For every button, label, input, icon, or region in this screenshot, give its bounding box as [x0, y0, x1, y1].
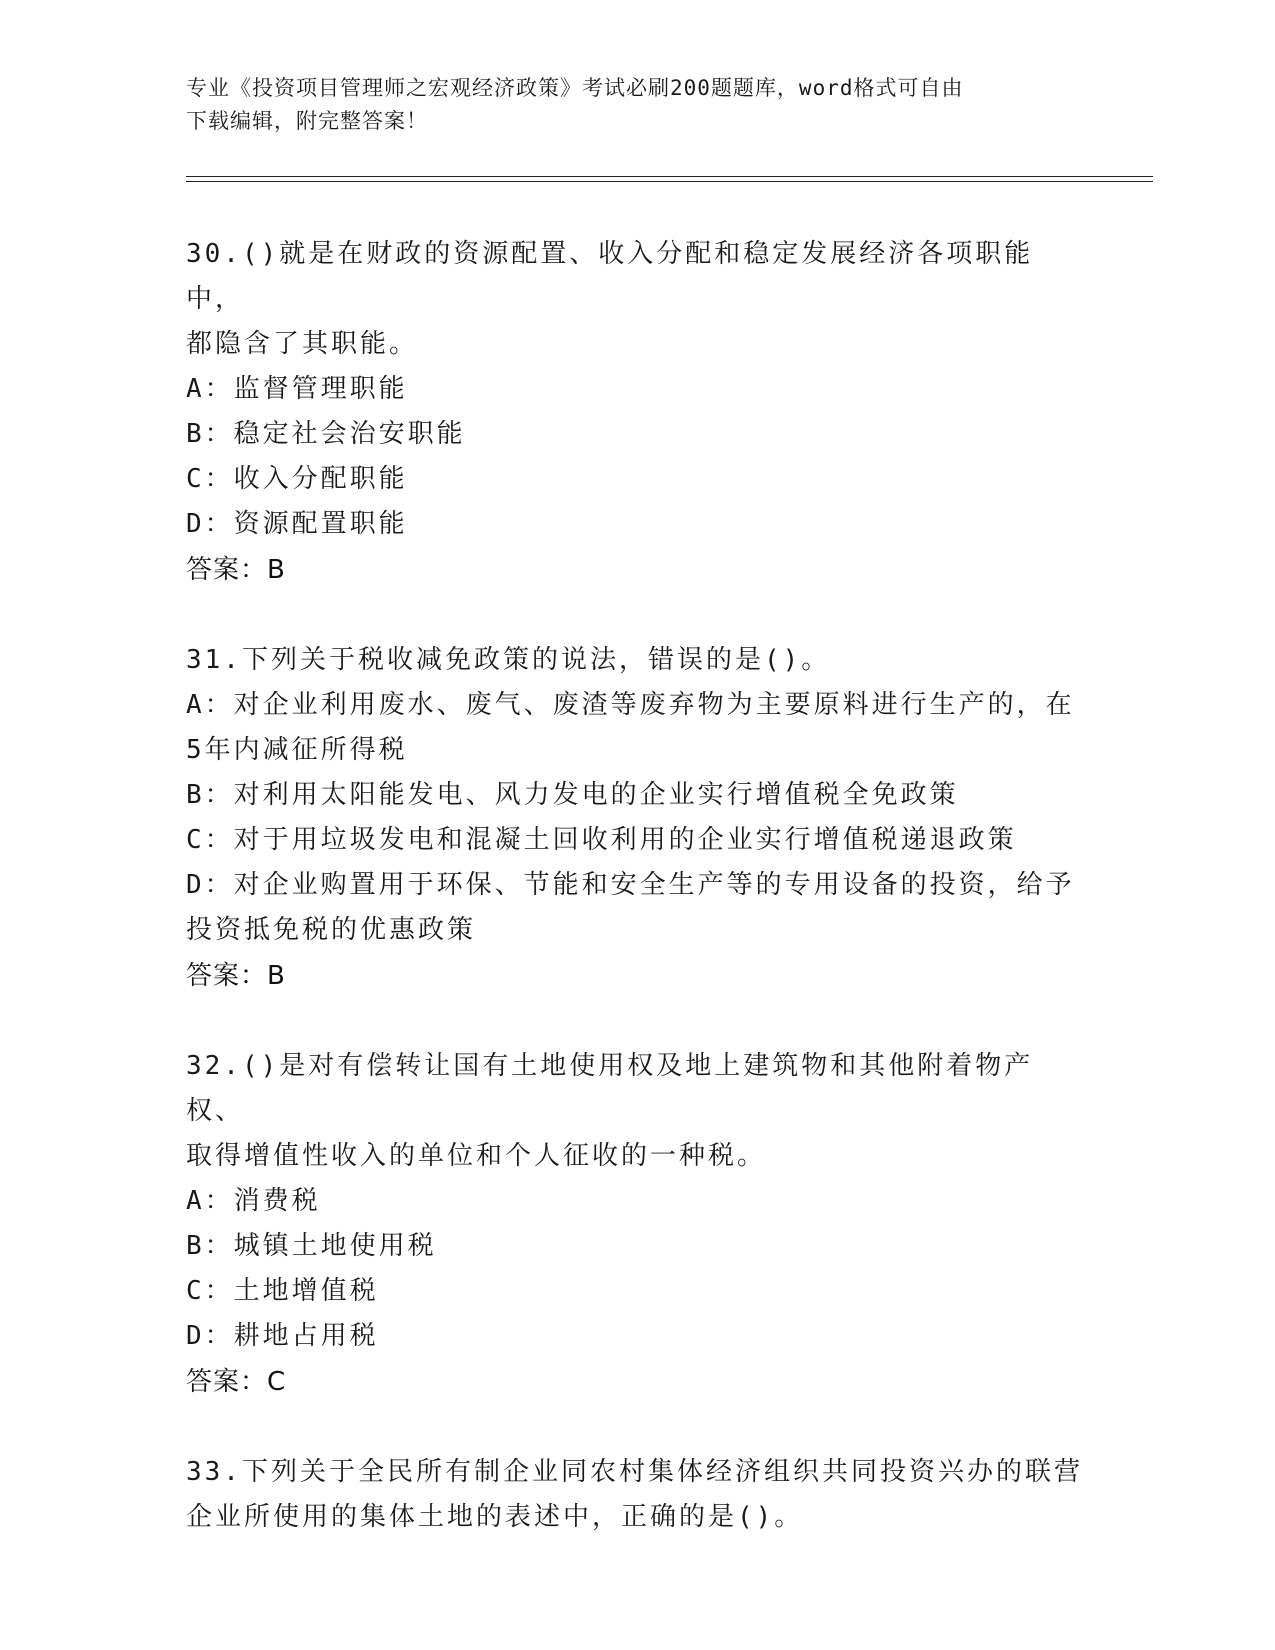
- option-line: 投资抵免税的优惠政策: [186, 915, 477, 945]
- option-line: C：收入分配职能: [186, 464, 408, 494]
- question-stem-line: 都隐含了其职能。: [186, 329, 419, 359]
- option-line: D：对企业购置用于环保、节能和安全生产等的专用设备的投资，给予: [186, 870, 1075, 900]
- question-stem-line: 取得增值性收入的单位和个人征收的一种税。: [186, 1141, 767, 1171]
- question-item: [186, 1044, 1086, 1405]
- question-stem-line: 33.下列关于全民所有制企业同农村集体经济组织共同投资兴办的联营: [186, 1457, 1083, 1487]
- question-item: [186, 638, 1086, 999]
- answer-label: 答案：C: [186, 1367, 287, 1397]
- option-line: B：对利用太阳能发电、风力发电的企业实行增值税全免政策: [186, 780, 959, 810]
- option-line: A：消费税: [186, 1186, 321, 1216]
- option-line: A：对企业利用废水、废气、废渣等废弃物为主要原料进行生产的，在: [186, 690, 1075, 720]
- header-divider-bottom: [186, 181, 1153, 182]
- question-stem-line: 32.()是对有偿转让国有土地使用权及地上建筑物和其他附着物产权、: [186, 1051, 1034, 1126]
- question-stem-line: 31.下列关于税收减免政策的说法，错误的是()。: [186, 645, 831, 675]
- option-line: B：稳定社会治安职能: [186, 419, 466, 449]
- question-stem-line: 30.()就是在财政的资源配置、收入分配和稳定发展经济各项职能中，: [186, 239, 1034, 314]
- option-line: D：资源配置职能: [186, 509, 408, 539]
- option-line: A：监督管理职能: [186, 374, 408, 404]
- answer-label: 答案：B: [186, 555, 286, 585]
- header-line-2: 下载编辑，附完整答案！: [186, 109, 428, 133]
- document-header: [186, 72, 1066, 138]
- question-item: [186, 1450, 1086, 1540]
- option-line: C：土地增值税: [186, 1276, 379, 1306]
- header-line-1: 专业《投资项目管理师之宏观经济政策》考试必刷200题题库，word格式可自由: [186, 76, 964, 100]
- question-stem-line: 企业所使用的集体土地的表述中，正确的是()。: [186, 1502, 804, 1532]
- option-line: D：耕地占用税: [186, 1321, 379, 1351]
- question-item: [186, 232, 1086, 593]
- option-line: C：对于用垃圾发电和混凝土回收利用的企业实行增值税递退政策: [186, 825, 1017, 855]
- option-line: B：城镇土地使用税: [186, 1231, 437, 1261]
- question-list: [186, 232, 1086, 1585]
- option-line: 5年内减征所得税: [186, 735, 408, 765]
- answer-label: 答案：B: [186, 961, 286, 991]
- header-divider-top: [186, 176, 1153, 177]
